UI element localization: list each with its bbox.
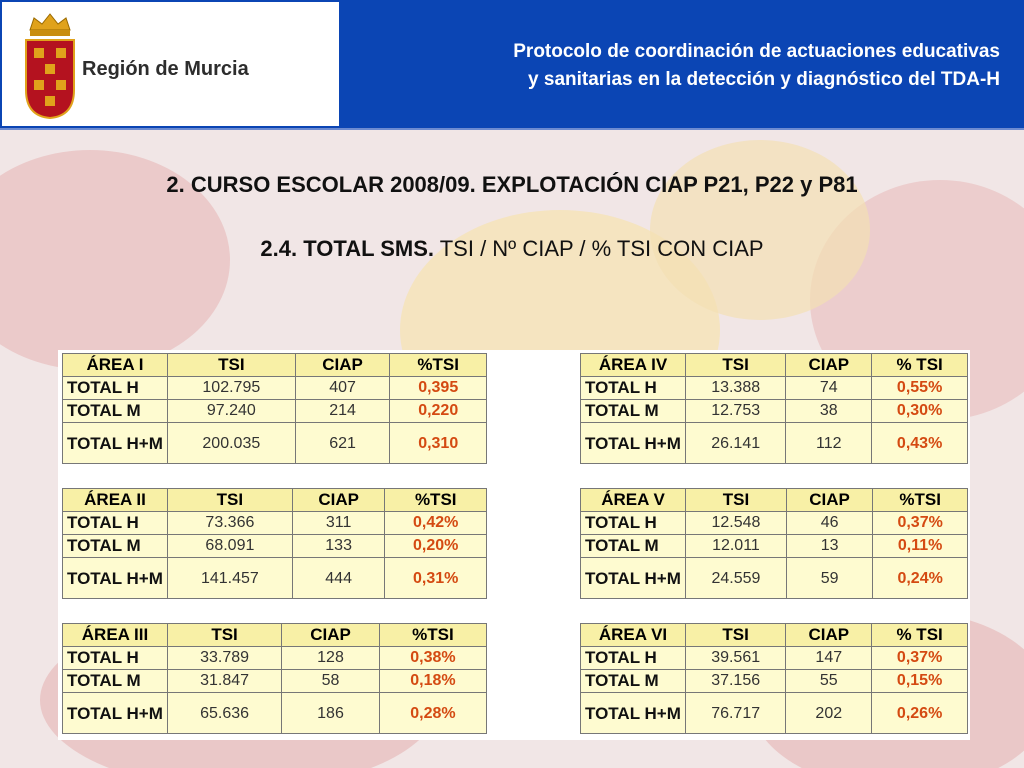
slide-subheading [0,236,1024,262]
area-header: ÁREA VI [581,624,686,647]
slide-heading: 2. CURSO ESCOLAR 2008/09. EXPLOTACIÓN CIAP P21, P22 y P81 [166,172,858,197]
ciap-value: 46 [786,512,872,535]
pct-value: 0,38% [379,647,486,670]
tsi-header: TSI [686,354,786,377]
pct-value: 0,55% [872,377,968,400]
table-row [63,400,487,423]
pct-value: 0,26% [872,693,968,734]
row-label: TOTAL H [581,377,686,400]
area-table [580,353,968,464]
row-label: TOTAL H+M [581,558,686,599]
tsi-value: 26.141 [686,423,786,464]
table-row [63,558,487,599]
table-row [581,670,968,693]
row-label: TOTAL H+M [63,693,168,734]
row-label: TOTAL H+M [581,423,686,464]
pct-value: 0,43% [872,423,968,464]
row-label: TOTAL H [63,377,168,400]
area-table [62,488,487,599]
area-header: ÁREA V [581,489,686,512]
pct-header: %TSI [379,624,486,647]
row-label: TOTAL H+M [63,558,168,599]
subheading-bold: 2.4. TOTAL SMS. [260,236,435,261]
table-row [581,512,968,535]
ciap-value: 133 [292,535,385,558]
pct-header: % TSI [872,354,968,377]
logo-text: Región de Murcia [82,58,249,80]
table-row [581,535,968,558]
ciap-value: 202 [786,693,872,734]
row-label: TOTAL H [581,647,686,670]
pct-header: %TSI [385,489,487,512]
area-header: ÁREA II [63,489,168,512]
tsi-value: 102.795 [168,377,296,400]
header-bar [0,0,1024,130]
ciap-header: CIAP [292,489,385,512]
ciap-value: 112 [786,423,872,464]
tsi-value: 37.156 [686,670,786,693]
pct-value: 0,20% [385,535,487,558]
table-row [63,693,487,734]
pct-value: 0,395 [390,377,487,400]
ciap-value: 128 [282,647,380,670]
pct-header: %TSI [873,489,968,512]
ciap-value: 13 [786,535,872,558]
tsi-header: TSI [168,354,296,377]
table-row [581,423,968,464]
tsi-value: 141.457 [168,558,293,599]
tsi-value: 68.091 [168,535,293,558]
tsi-value: 39.561 [686,647,786,670]
area-header: ÁREA I [63,354,168,377]
ciap-header: CIAP [282,624,380,647]
pct-value: 0,24% [873,558,968,599]
tsi-value: 24.559 [686,558,787,599]
pct-value: 0,28% [379,693,486,734]
row-label: TOTAL M [63,535,168,558]
tsi-value: 76.717 [686,693,786,734]
ciap-header: CIAP [786,489,872,512]
ciap-value: 58 [282,670,380,693]
tsi-value: 31.847 [168,670,282,693]
logo-area [2,2,339,126]
ciap-value: 59 [786,558,872,599]
tsi-header: TSI [686,489,787,512]
row-label: TOTAL H+M [581,693,686,734]
ciap-value: 407 [295,377,390,400]
table-row [63,377,487,400]
tsi-value: 73.366 [168,512,293,535]
table-row [581,558,968,599]
row-label: TOTAL M [581,535,686,558]
tsi-value: 12.011 [686,535,787,558]
table-row [63,670,487,693]
row-label: TOTAL H [581,512,686,535]
pct-value: 0,31% [385,558,487,599]
ciap-value: 74 [786,377,872,400]
ciap-value: 147 [786,647,872,670]
table-row [63,512,487,535]
row-label: TOTAL M [63,670,168,693]
tsi-value: 13.388 [686,377,786,400]
tsi-value: 65.636 [168,693,282,734]
subheading-rest: TSI / Nº CIAP / % TSI CON CIAP [434,236,764,261]
pct-value: 0,15% [872,670,968,693]
tsi-value: 33.789 [168,647,282,670]
pct-value: 0,42% [385,512,487,535]
ciap-value: 311 [292,512,385,535]
ciap-value: 186 [282,693,380,734]
area-table [580,488,968,599]
ciap-header: CIAP [786,354,872,377]
tsi-header: TSI [168,489,293,512]
row-label: TOTAL H [63,647,168,670]
presentation-title [360,38,1000,94]
row-label: TOTAL H [63,512,168,535]
table-row [581,647,968,670]
row-label: TOTAL M [581,400,686,423]
pct-value: 0,37% [872,647,968,670]
ciap-value: 55 [786,670,872,693]
coat-of-arms-icon [20,8,80,120]
tsi-value: 12.548 [686,512,787,535]
area-table [62,623,487,734]
area-table [62,353,487,464]
pct-value: 0,30% [872,400,968,423]
area-header: ÁREA III [63,624,168,647]
tsi-value: 12.753 [686,400,786,423]
table-row [63,647,487,670]
pct-value: 0,310 [390,423,487,464]
pct-header: %TSI [390,354,487,377]
table-row [581,377,968,400]
tsi-header: TSI [686,624,786,647]
table-row [63,423,487,464]
pct-value: 0,11% [873,535,968,558]
tsi-header: TSI [168,624,282,647]
pct-header: % TSI [872,624,968,647]
title-line-1: Protocolo de coordinación de actuaciones educativas [513,41,1000,62]
pct-value: 0,220 [390,400,487,423]
area-header: ÁREA IV [581,354,686,377]
ciap-header: CIAP [786,624,872,647]
area-table [580,623,968,734]
row-label: TOTAL M [63,400,168,423]
table-row [581,693,968,734]
row-label: TOTAL M [581,670,686,693]
ciap-value: 621 [295,423,390,464]
title-line-2: y sanitarias en la detección y diagnóstico del TDA-H [528,69,1000,90]
ciap-value: 38 [786,400,872,423]
table-row [63,535,487,558]
ciap-header: CIAP [295,354,390,377]
tsi-value: 200.035 [168,423,296,464]
tsi-value: 97.240 [168,400,296,423]
pct-value: 0,18% [379,670,486,693]
ciap-value: 214 [295,400,390,423]
ciap-value: 444 [292,558,385,599]
table-row [581,400,968,423]
pct-value: 0,37% [873,512,968,535]
row-label: TOTAL H+M [63,423,168,464]
